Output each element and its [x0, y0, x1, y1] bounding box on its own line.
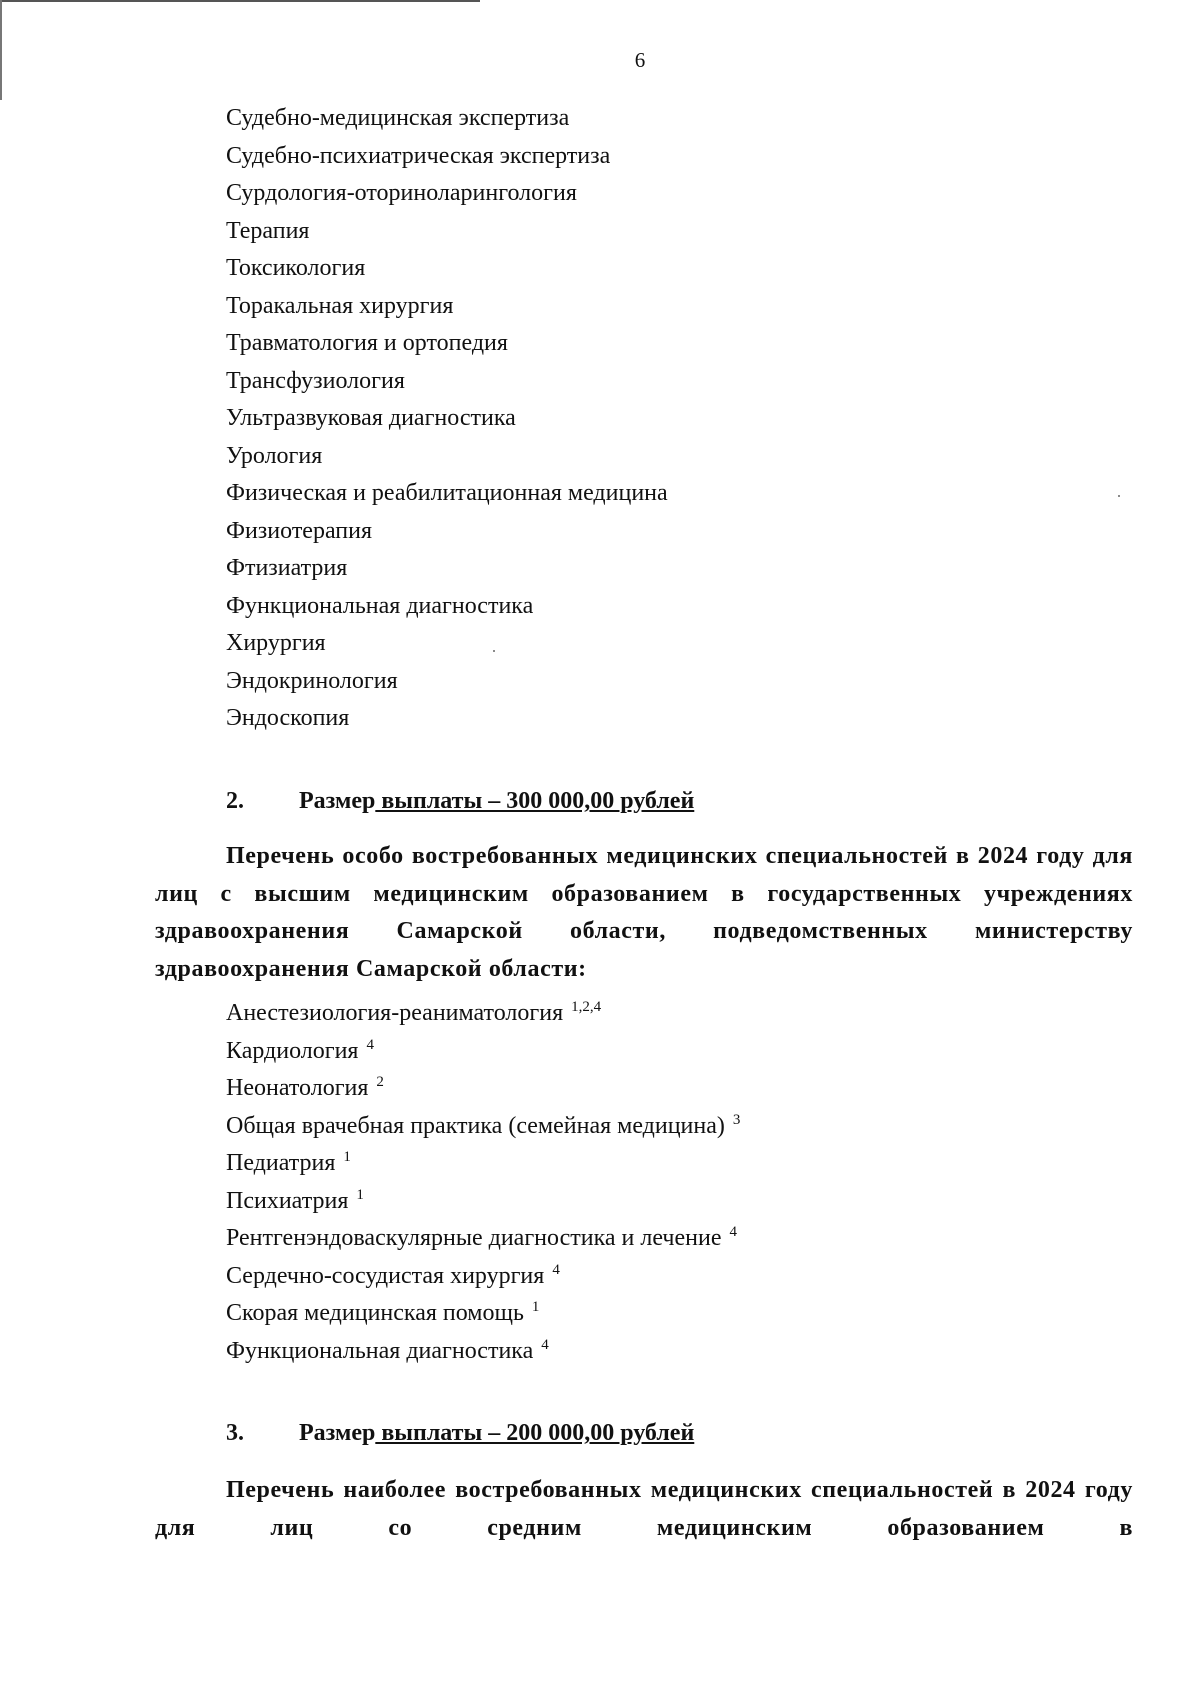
list-item-text: Трансфузиология	[226, 367, 405, 394]
list-item	[226, 138, 668, 176]
list-item	[226, 1070, 740, 1108]
footnote-marker: 4	[729, 1224, 737, 1240]
list-item	[226, 325, 668, 363]
section-2-paragraph: Перечень особо востребованных медицинских специальностей в 2024 году для лиц с высшим медицинским образованием в государственных учреждениях здравоохранения Самарской области, подведомственных министерству здравоохранения Самарской области:	[155, 843, 1133, 982]
list-item-text: Токсикология	[226, 255, 366, 281]
list-item-text: Физическая и реабилитационная медицина	[226, 480, 668, 506]
specialty-list-continued	[226, 100, 668, 738]
list-item	[226, 1108, 740, 1146]
specialty-list-300k	[226, 995, 740, 1370]
list-item-text: Педиатрия	[226, 1150, 336, 1176]
list-item	[226, 1258, 740, 1296]
list-item	[226, 663, 668, 701]
list-item	[226, 1295, 740, 1333]
list-item-text: Функциональная диагностика	[226, 592, 534, 619]
list-item-text: Неонатология	[226, 1075, 369, 1101]
footnote-marker: 2	[376, 1074, 384, 1090]
scan-speck	[1118, 495, 1120, 497]
list-item	[226, 995, 740, 1033]
list-item-text: Сурдология-оториноларингология	[226, 180, 577, 206]
section-3-paragraph: Перечень наиболее востребованных медицинских специальностей в 2024 году для лиц со средним медицинским образованием в	[155, 1477, 1133, 1541]
section-3-prefix: Размер	[299, 1420, 376, 1446]
list-item-text: Фтизиатрия	[226, 555, 348, 581]
footnote-marker: 1	[343, 1149, 351, 1165]
list-item	[226, 1220, 740, 1258]
list-item-text: Судебно-медицинская экспертиза	[226, 105, 570, 131]
scan-edge-top	[0, 0, 480, 2]
footnote-marker: 4	[541, 1336, 549, 1353]
footnote-marker: 1	[531, 1299, 540, 1315]
list-item	[226, 475, 668, 513]
list-item	[226, 288, 668, 326]
list-item	[226, 1183, 740, 1221]
list-item	[226, 213, 668, 251]
list-item	[226, 513, 668, 551]
list-item-text: Рентгенэндоваскулярные диагностика и лечение	[226, 1225, 722, 1251]
footnote-marker: 1,2,4	[571, 999, 602, 1015]
footnote-marker: 3	[732, 1111, 741, 1128]
section-3-amount: выплаты – 200 000,00 рублей	[375, 1420, 695, 1446]
footnote-marker: 4	[552, 1261, 560, 1278]
list-item-text: Урология	[226, 442, 323, 469]
section-2-heading	[226, 788, 694, 815]
section-2-amount: выплаты – 300 000,00 рублей	[375, 788, 695, 814]
footnote-marker: 1	[356, 1186, 364, 1203]
list-item-text: Скорая медицинская помощь	[226, 1300, 524, 1326]
list-item	[226, 438, 668, 476]
page-number: 6	[634, 48, 646, 72]
list-item-text: Физиотерапия	[226, 517, 373, 544]
list-item-text: Сердечно-сосудистая хирургия	[226, 1262, 545, 1289]
list-item-text: Судебно-психиатрическая экспертиза	[226, 142, 611, 169]
list-item	[226, 1033, 740, 1071]
section-2-number: 2.	[226, 788, 244, 814]
list-item-text: Функциональная диагностика	[226, 1337, 534, 1364]
list-item-text: Эндокринология	[226, 667, 398, 694]
list-item	[226, 625, 668, 663]
list-item-text: Хирургия	[226, 630, 326, 656]
list-item-text: Кардиология	[226, 1037, 359, 1064]
footnote-marker: 4	[366, 1036, 374, 1053]
list-item	[226, 588, 668, 626]
list-item	[226, 250, 668, 288]
list-item-text: Анестезиология-реаниматология	[226, 1000, 564, 1026]
list-item-text: Торакальная хирургия	[226, 292, 454, 319]
list-item	[226, 400, 668, 438]
list-item	[226, 700, 668, 738]
list-item	[226, 100, 668, 138]
list-item-text: Психиатрия	[226, 1187, 349, 1214]
list-item-text: Эндоскопия	[226, 705, 350, 731]
list-item	[226, 1145, 740, 1183]
list-item-text: Ультразвуковая диагностика	[226, 405, 516, 431]
list-item-text: Травматология и ортопедия	[226, 330, 508, 356]
list-item-text: Терапия	[226, 217, 310, 244]
list-item	[226, 175, 668, 213]
section-3-heading	[226, 1420, 694, 1447]
section-3-number: 3.	[226, 1420, 244, 1446]
list-item	[226, 363, 668, 401]
list-item	[226, 550, 668, 588]
list-item	[226, 1333, 740, 1371]
scan-speck	[493, 650, 495, 652]
list-item-text: Общая врачебная практика (семейная медицина)	[226, 1112, 725, 1139]
section-2-prefix: Размер	[299, 788, 376, 814]
